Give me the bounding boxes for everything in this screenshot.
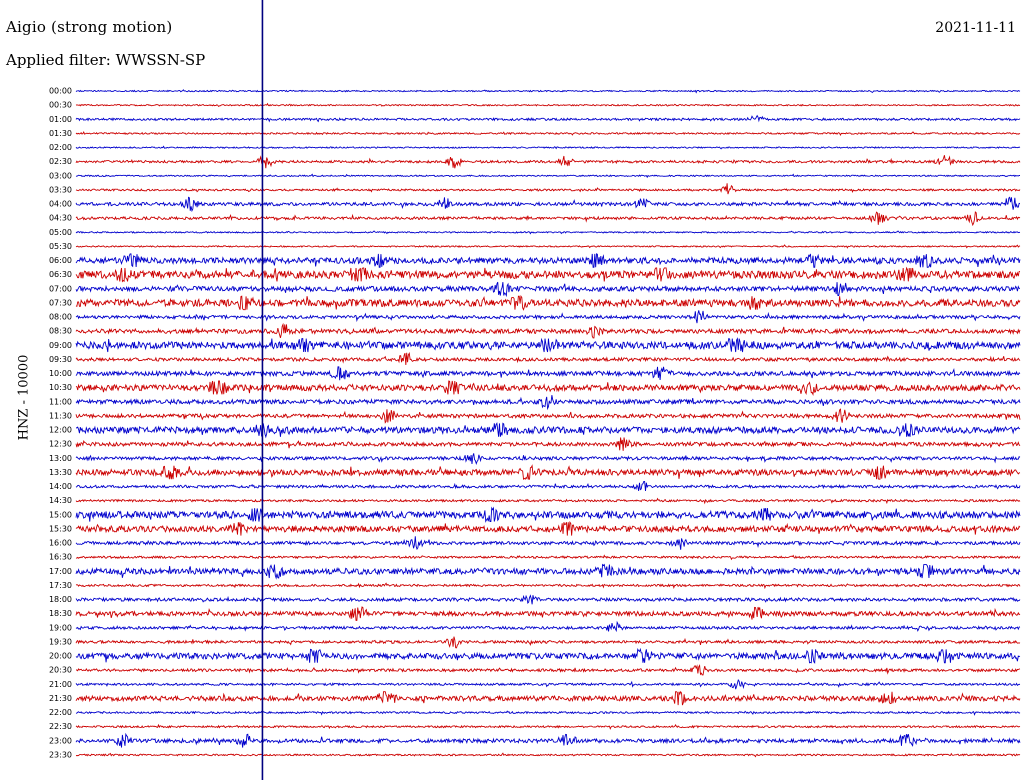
- time-tick-label: 23:00: [48, 736, 72, 746]
- trace-line: [76, 245, 1020, 248]
- time-tick-label: 19:00: [48, 623, 72, 633]
- trace-line: [76, 637, 1020, 648]
- trace-line: [76, 725, 1020, 729]
- trace-line: [76, 282, 1020, 295]
- time-tick-label: 09:30: [48, 354, 72, 364]
- time-tick-label: 00:00: [48, 86, 72, 96]
- time-tick-label: 00:30: [48, 100, 72, 110]
- time-tick-label: 01:00: [48, 114, 72, 124]
- trace-line: [76, 212, 1020, 225]
- trace-line: [76, 339, 1020, 352]
- time-tick-label: 18:30: [48, 609, 72, 619]
- trace-line: [76, 508, 1020, 521]
- time-tick-label: 10:00: [48, 369, 72, 379]
- time-tick-label: 07:00: [48, 284, 72, 294]
- trace-line: [76, 324, 1020, 337]
- trace-line: [76, 90, 1020, 93]
- time-tick-label: 06:00: [48, 256, 72, 266]
- trace-line: [76, 409, 1020, 422]
- time-tick-label: 13:00: [48, 453, 72, 463]
- trace-line: [76, 555, 1020, 559]
- trace-line: [76, 692, 1020, 705]
- trace-line: [76, 104, 1020, 107]
- trace-line: [76, 423, 1020, 436]
- trace-line: [76, 711, 1020, 714]
- time-tick-label: 07:30: [48, 298, 72, 308]
- trace-line: [76, 296, 1020, 309]
- trace-line: [76, 310, 1020, 323]
- time-tick-label: 03:30: [48, 185, 72, 195]
- time-tick-label: 12:00: [48, 425, 72, 435]
- trace-line: [76, 146, 1020, 149]
- trace-line: [76, 231, 1020, 234]
- record-date: 2021-11-11: [935, 20, 1016, 36]
- time-tick-label: 21:00: [48, 679, 72, 689]
- time-tick-label: 17:30: [48, 580, 72, 590]
- trace-line: [76, 536, 1020, 549]
- trace-line: [76, 254, 1020, 267]
- time-tick-label: 22:00: [48, 708, 72, 718]
- trace-line: [76, 680, 1020, 689]
- trace-group: [76, 90, 1020, 757]
- time-tick-label: 08:30: [48, 326, 72, 336]
- time-tick-label: 11:00: [48, 397, 72, 407]
- trace-line: [76, 183, 1020, 194]
- trace-line: [76, 116, 1020, 122]
- trace-line: [76, 268, 1020, 281]
- trace-line: [76, 565, 1020, 578]
- time-tick-label: 23:30: [48, 750, 72, 760]
- time-tick-label: 11:30: [48, 411, 72, 421]
- time-tick-label: 08:00: [48, 312, 72, 322]
- time-tick-label: 09:00: [48, 340, 72, 350]
- trace-line: [76, 197, 1020, 210]
- time-tick-label: 16:30: [48, 552, 72, 562]
- y-axis-label: HNZ - 10000: [16, 354, 32, 441]
- trace-line: [76, 481, 1020, 491]
- time-tick-label: 20:30: [48, 665, 72, 675]
- trace-line: [76, 595, 1020, 604]
- time-tick-label: 02:00: [48, 143, 72, 153]
- trace-line: [76, 522, 1020, 535]
- trace-line: [76, 155, 1020, 168]
- page-title: Aigio (strong motion): [6, 18, 173, 36]
- time-tick-label: 15:30: [48, 524, 72, 534]
- time-tick-label: 13:30: [48, 467, 72, 477]
- trace-line: [76, 499, 1020, 503]
- trace-line: [76, 734, 1020, 747]
- trace-line: [76, 395, 1020, 408]
- time-tick-labels: [49, 87, 72, 760]
- time-tick-label: 06:30: [48, 270, 72, 280]
- trace-line: [76, 453, 1020, 464]
- time-tick-label: 20:00: [48, 651, 72, 661]
- time-tick-label: 10:30: [48, 383, 72, 393]
- time-tick-label: 04:30: [48, 213, 72, 223]
- trace-line: [76, 353, 1020, 365]
- trace-line: [76, 466, 1020, 479]
- trace-line: [76, 607, 1020, 620]
- trace-line: [76, 666, 1020, 675]
- time-tick-label: 21:30: [48, 693, 72, 703]
- time-tick-label: 02:30: [48, 157, 72, 167]
- time-tick-label: 19:30: [48, 637, 72, 647]
- time-tick-label: 05:30: [48, 241, 72, 251]
- time-tick-label: 03:00: [48, 171, 72, 181]
- trace-line: [76, 174, 1020, 177]
- time-tick-label: 16:00: [48, 538, 72, 548]
- trace-line: [76, 753, 1020, 756]
- time-tick-label: 14:00: [48, 482, 72, 492]
- time-tick-label: 04:00: [48, 199, 72, 209]
- trace-line: [76, 367, 1020, 380]
- time-tick-label: 18:00: [48, 595, 72, 605]
- time-tick-label: 17:00: [48, 566, 72, 576]
- trace-line: [76, 622, 1020, 631]
- trace-line: [76, 437, 1020, 450]
- trace-line: [76, 649, 1020, 662]
- time-tick-label: 15:00: [48, 510, 72, 520]
- time-tick-label: 12:30: [48, 439, 72, 449]
- time-tick-label: 01:30: [48, 128, 72, 138]
- time-tick-label: 05:00: [48, 227, 72, 237]
- trace-line: [76, 381, 1020, 394]
- time-tick-label: 14:30: [48, 496, 72, 506]
- trace-line: [76, 583, 1020, 587]
- applied-filter-label: Applied filter: WWSSN-SP: [6, 51, 206, 69]
- trace-line: [76, 132, 1020, 135]
- time-tick-label: 22:30: [48, 722, 72, 732]
